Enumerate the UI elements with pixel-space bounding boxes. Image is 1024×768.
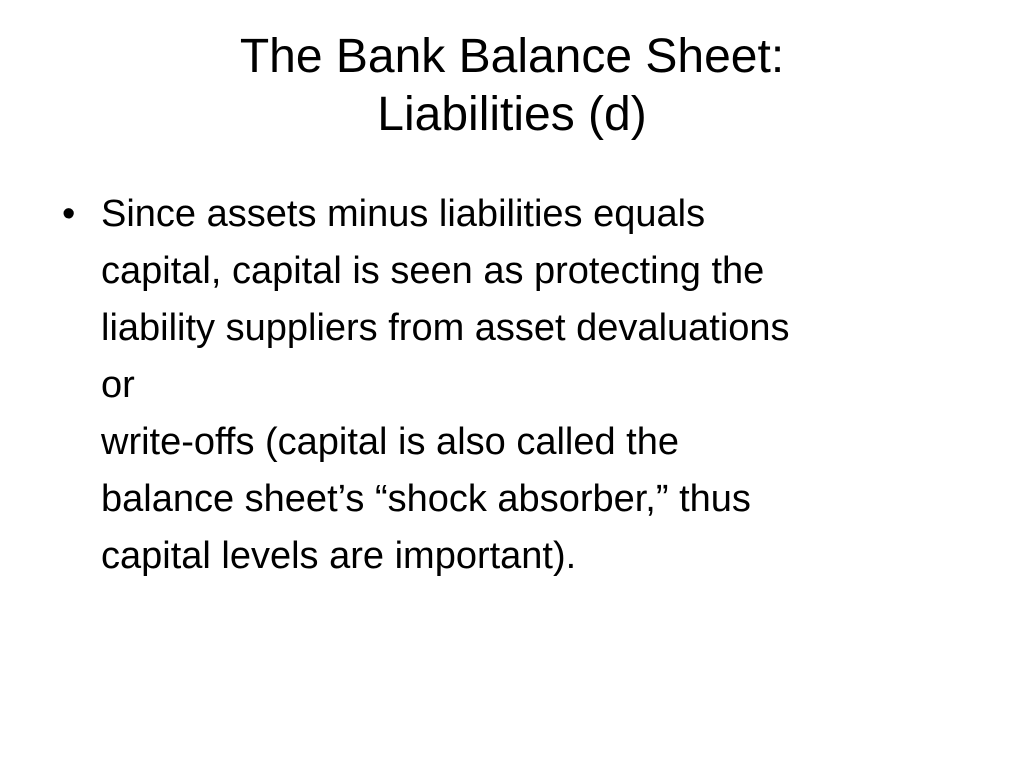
bullet-text-line-1: Since assets minus liabilities equals <box>101 193 706 235</box>
bullet-item <box>62 186 962 585</box>
slide-title <box>0 28 1024 144</box>
slide-title-line-2: Liabilities (d) <box>377 88 647 141</box>
bullet-list <box>62 186 962 585</box>
bullet-text-line-4: or <box>101 364 135 406</box>
bullet-text-line-7: capital levels are important). <box>101 535 577 577</box>
slide-title-line-1: The Bank Balance Sheet: <box>239 30 785 83</box>
bullet-text-line-6: balance sheet’s “shock absorber,” thus <box>101 478 751 520</box>
bullet-text-line-3: liability suppliers from asset devaluations <box>101 307 790 349</box>
bullet-text-line-2: capital, capital is seen as protecting the <box>101 250 765 292</box>
bullet-icon: • <box>62 193 76 235</box>
bullet-text-line-5: write-offs (capital is also called the <box>101 421 679 463</box>
